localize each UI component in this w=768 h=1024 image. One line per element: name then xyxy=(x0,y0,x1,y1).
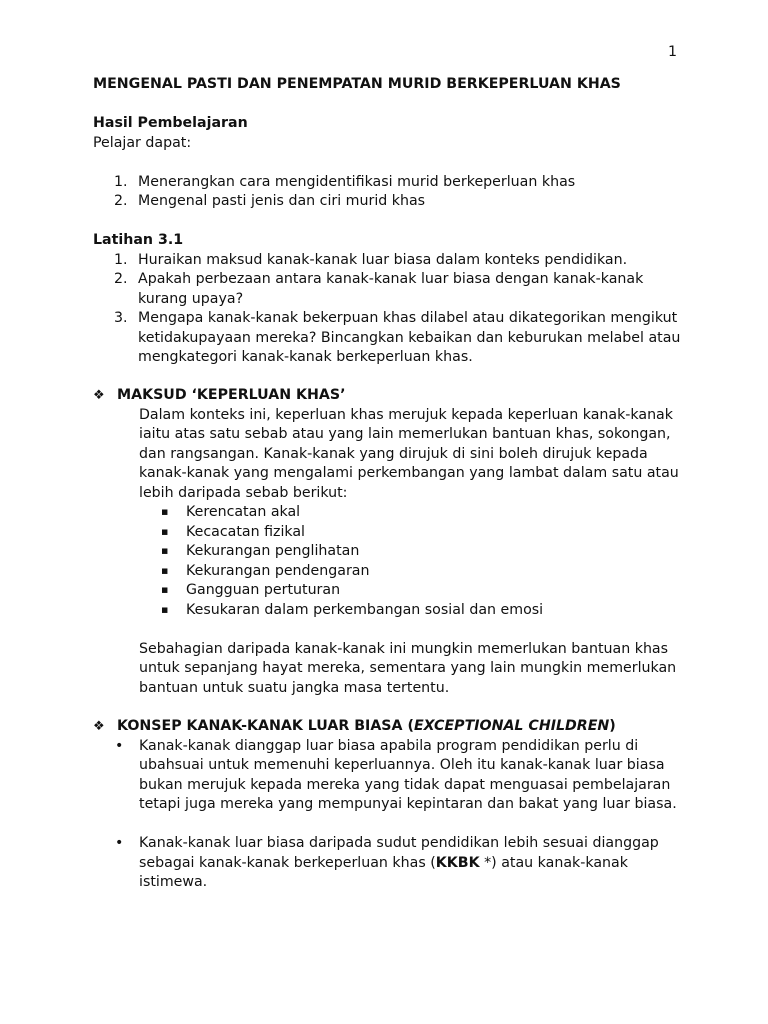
document-title: MENGENAL PASTI DAN PENEMPATAN MURID BERKEPERLUAN KHAS xyxy=(93,76,621,92)
concept-list xyxy=(93,737,683,893)
bullet-dot-icon: • xyxy=(115,737,124,754)
list-number: 1. xyxy=(114,251,128,268)
exercise-section xyxy=(93,231,683,368)
section-heading-text: KONSEP KANAK-KANAK LUAR BIASA ( xyxy=(117,718,414,734)
list-item xyxy=(93,173,683,193)
diamond-bullet-icon: ❖ xyxy=(93,719,105,734)
section-heading-close: ) xyxy=(609,718,616,734)
bullet-dot-icon: • xyxy=(115,835,124,851)
diamond-bullet-icon: ❖ xyxy=(93,388,105,403)
list-text: Menerangkan cara mengidentifikasi murid berkeperluan khas xyxy=(138,173,576,190)
kkbk-abbreviation: KKBK xyxy=(435,854,480,871)
list-item xyxy=(93,192,683,212)
learning-outcomes-heading: Hasil Pembelajaran xyxy=(93,115,248,131)
learning-outcomes-section xyxy=(93,114,683,212)
square-bullet-icon: ▪ xyxy=(161,563,169,577)
list-text: Mengenal pasti jenis dan ciri murid khas xyxy=(138,193,426,209)
section-paragraph: Dalam konteks ini, keperluan khas merujuk kepada keperluan kanak-kanak iaitu atas satu sebab atau yang lain memerlukan bantuan khas, sokongan, dan rangsangan. Kanak-kanak yang dirujuk di sini boleh dirujuk kepada kanak-kanak yang mengalami perkembangan yang lambat dalam satu atau lebih daripada sebab berikut: xyxy=(139,406,679,501)
page-number: 1 xyxy=(667,44,677,60)
list-text: Kekurangan pendengaran xyxy=(186,562,370,579)
cause-list xyxy=(93,503,683,620)
section-heading-italic: EXCEPTIONAL CHILDREN xyxy=(413,718,610,734)
list-item xyxy=(93,309,683,368)
list-text: Kecacatan fizikal xyxy=(186,523,305,540)
list-text-end: *) atau kanak-kanak istimewa. xyxy=(139,854,628,890)
square-bullet-icon: ▪ xyxy=(161,583,169,596)
list-item xyxy=(93,737,683,815)
square-bullet-icon: ▪ xyxy=(161,505,169,518)
list-text: Huraikan maksud kanak-kanak luar biasa dalam konteks pendidikan. xyxy=(138,251,628,268)
exercise-list xyxy=(93,251,683,368)
section-closing-paragraph: Sebahagian daripada kanak-kanak ini mungkin memerlukan bantuan khas untuk sepanjang hayat mereka, sementara yang lain mungkin memerlukan bantuan untuk suatu jangka masa tertentu. xyxy=(139,640,677,696)
list-text: Kekurangan penglihatan xyxy=(186,543,360,559)
list-text: Kerencatan akal xyxy=(186,504,301,520)
list-text: Kanak-kanak luar biasa daripada sudut pendidikan lebih sesuai dianggap sebagai kanak-kanak berkeperluan khas ( xyxy=(139,835,659,871)
list-item xyxy=(93,523,683,543)
list-number: 2. xyxy=(114,193,128,209)
exceptional-children-section xyxy=(93,717,683,893)
list-text: Kesukaran dalam perkembangan sosial dan emosi xyxy=(186,601,544,618)
special-needs-section xyxy=(93,386,683,698)
list-number: 2. xyxy=(114,271,128,287)
learning-outcomes-list xyxy=(93,173,683,212)
section-heading-text: MAKSUD ‘KEPERLUAN KHAS’ xyxy=(117,387,346,403)
square-bullet-icon: ▪ xyxy=(161,544,169,557)
list-number: 3. xyxy=(114,310,128,326)
list-number: 1. xyxy=(114,173,128,190)
list-text: Kanak-kanak dianggap luar biasa apabila program pendidikan perlu di ubahsuai untuk memenuhi keperluannya. Oleh itu kanak-kanak luar biasa bukan merujuk kepada mereka yang tidak dapat menguasai pembelajaran tetapi juga mereka yang mempunyai kepintaran dan bakat yang luar biasa. xyxy=(139,737,677,812)
list-item xyxy=(93,270,683,309)
section-heading xyxy=(93,386,683,406)
list-item xyxy=(93,834,683,893)
list-item xyxy=(93,503,683,523)
list-item xyxy=(93,562,683,582)
list-item xyxy=(93,251,683,271)
list-text: Gangguan pertuturan xyxy=(186,582,341,598)
square-bullet-icon: ▪ xyxy=(161,602,169,616)
exercise-heading: Latihan 3.1 xyxy=(93,232,184,248)
list-item xyxy=(93,542,683,562)
list-item xyxy=(93,581,683,601)
list-text: Mengapa kanak-kanak bekerpuan khas dilabel atau dikategorikan mengikut ketidakupayaan mereka? Bincangkan kebaikan dan keburukan melabel atau mengkategori kanak-kanak berkeperluan khas. xyxy=(138,310,681,365)
learning-outcomes-intro: Pelajar dapat: xyxy=(93,134,192,151)
square-bullet-icon: ▪ xyxy=(161,524,169,538)
list-item xyxy=(93,601,683,621)
section-heading xyxy=(93,717,683,737)
list-text: Apakah perbezaan antara kanak-kanak luar biasa dengan kanak-kanak kurang upaya? xyxy=(138,271,644,307)
